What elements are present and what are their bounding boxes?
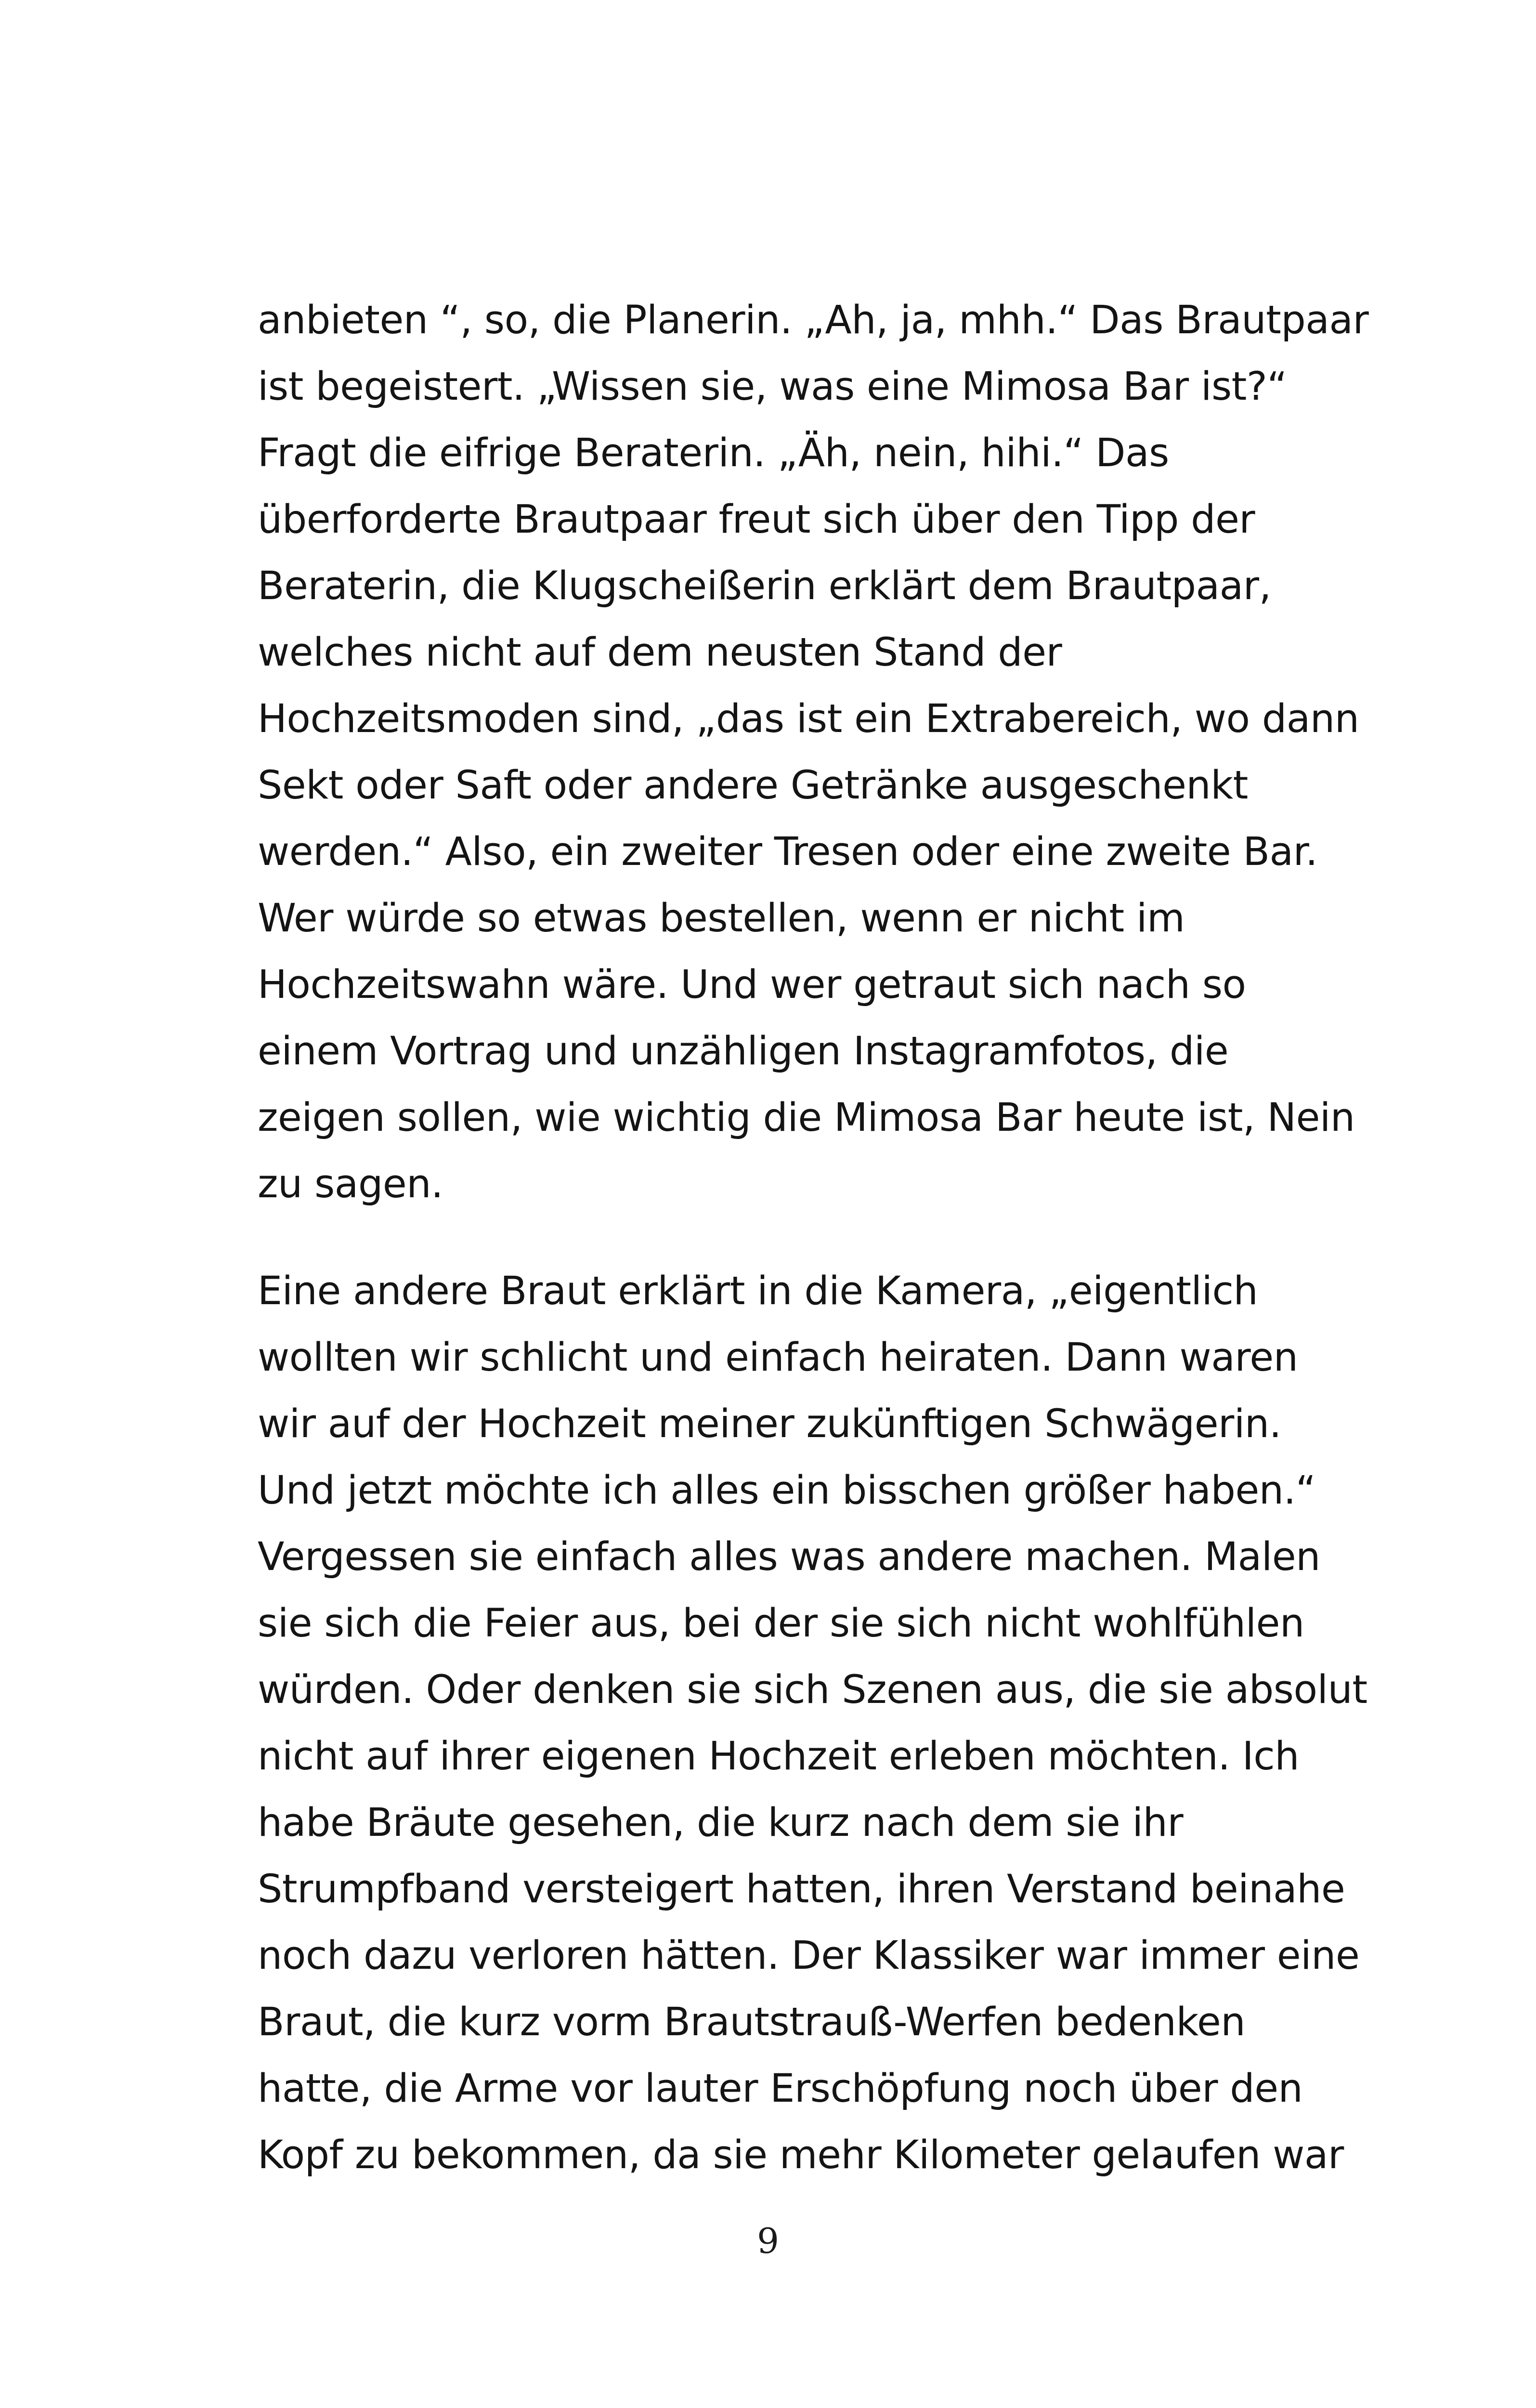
text-line: zu sagen. [258, 1162, 443, 1207]
text-line: wollten wir schlicht und einfach heiraten. Dann waren [258, 1335, 1298, 1380]
text-line: hatte, die Arme vor lauter Erschöpfung noch über den [258, 2066, 1303, 2111]
text-line: Kopf zu bekommen, da sie mehr Kilometer gelaufen war [258, 2133, 1344, 2178]
text-line: ist begeistert. „Wissen sie, was eine Mimosa Bar ist?“ [258, 364, 1287, 409]
text-line: Fragt die eifrige Beraterin. „Äh, nein, hihi.“ Das [258, 431, 1169, 476]
text-line: sie sich die Feier aus, bei der sie sich nicht wohlfühlen [258, 1601, 1304, 1646]
text-line: habe Bräute gesehen, die kurz nach dem sie ihr [258, 1800, 1184, 1845]
text-line: noch dazu verloren hätten. Der Klassiker war immer eine [258, 1933, 1360, 1978]
paragraph-2 [258, 1258, 1367, 2188]
text-line: werden.“ Also, ein zweiter Tresen oder eine zweite Bar. [258, 829, 1318, 875]
text-line: überforderte Brautpaar freut sich über den Tipp der [258, 497, 1255, 542]
text-line: anbieten “, so, die Planerin. „Ah, ja, mhh.“ Das Brautpaar [258, 298, 1369, 343]
text-line: Strumpfband versteigert hatten, ihren Verstand beinahe [258, 1867, 1345, 1912]
text-line: Vergessen sie einfach alles was andere machen. Malen [258, 1534, 1320, 1580]
text-line: wir auf der Hochzeit meiner zukünftigen Schwägerin. [258, 1401, 1281, 1447]
text-line: Beraterin, die Klugscheißerin erklärt dem Brautpaar, [258, 563, 1271, 609]
text-line: Wer würde so etwas bestellen, wenn er nicht im [258, 896, 1185, 941]
text-line: nicht auf ihrer eigenen Hochzeit erleben möchten. Ich [258, 1734, 1300, 1779]
page-number: 9 [757, 2221, 779, 2261]
text-line: Hochzeitsmoden sind, „das ist ein Extrabereich, wo dann [258, 696, 1359, 742]
text-line: Hochzeitswahn wäre. Und wer getraut sich nach so [258, 962, 1246, 1008]
text-line: Eine andere Braut erklärt in die Kamera, „eigentlich [258, 1269, 1258, 1314]
text-line: Braut, die kurz vorm Brautstrauß-Werfen bedenken [258, 2000, 1246, 2045]
text-line: welches nicht auf dem neusten Stand der [258, 630, 1062, 675]
text-line: Sekt oder Saft oder andere Getränke ausgeschenkt [258, 763, 1248, 808]
text-line: zeigen sollen, wie wichtig die Mimosa Bar heute ist, Nein [258, 1095, 1355, 1140]
text-line: würden. Oder denken sie sich Szenen aus, die sie absolut [258, 1667, 1367, 1713]
text-line: einem Vortrag und unzähligen Instagramfotos, die [258, 1029, 1229, 1074]
text-line: Und jetzt möchte ich alles ein bisschen größer haben.“ [258, 1468, 1316, 1513]
paragraph-1 [258, 287, 1369, 1217]
